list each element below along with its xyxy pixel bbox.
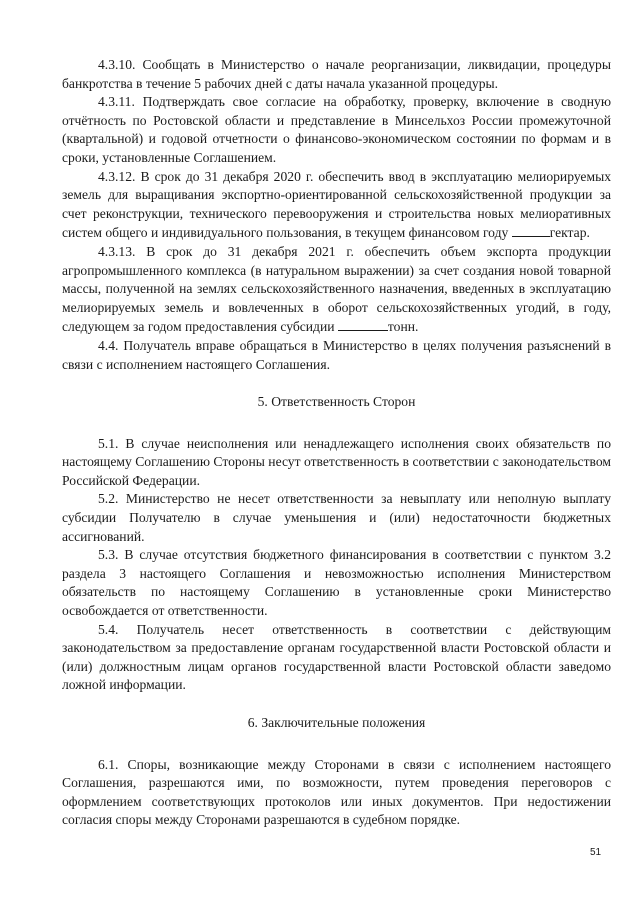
page-number: 51 [590,847,602,858]
clause-4-3-12-text: 4.3.12. В срок до 31 декабря 2020 г. обеспечить ввод в эксплуатацию мелиорируемых земель для выращивания экспортно-ориентированной сельскохозяйственной продукции за счет реконструкции, технического перевооружения и строительства новых мелиоративных систем общего и индивидуального пользования, в текущем финансовом году [62,168,611,241]
clause-5-4: 5.4. Получатель несет ответственность в соответствии с действующим законодательством за предоставление органам государственной власти Ростовской области и (или) должностным лицам органов государственной власти Ростовской области заведомо ложной информации. [62,621,611,693]
clause-4-3-13 [62,243,611,337]
hectare-blank [512,223,550,237]
clause-4-3-13-unit: тонн. [387,319,419,335]
clause-4-3-10: 4.3.10. Сообщать в Министерство о начале реорганизации, ликвидации, процедуры банкротства в течение 5 рабочих дней с даты начала указанной процедуры. [62,57,611,91]
tonnage-blank [338,317,388,331]
clause-4-3-12 [62,168,611,243]
clause-4-3-11: 4.3.11. Подтверждать свое согласие на обработку, проверку, включение в сводную отчётность по Ростовской области и представление в Минсельхоз России промежуточной (квартальной) и годовой отчетности о финансово-экономическом состоянии по формам и в сроки, установленные Соглашением. [62,94,611,165]
clause-5-3: 5.3. В случае отсутствия бюджетного финансирования в соответствии с пунктом 3.2 раздела 3 настоящего Соглашения и невозможностью исполнения Министерством обязательств по настоящему Соглашению в установленные сроки Министерство освобождается от ответственности. [62,547,611,619]
clause-4-4: 4.4. Получатель вправе обращаться в Министерство в целях получения разъяснений в связи с исполнением настоящего Соглашения. [62,337,611,372]
section-5-heading: 5. Ответственность Сторон [257,394,416,410]
clause-5-1: 5.1. В случае неисполнения или ненадлежащего исполнения своих обязательств по настоящему Соглашению Стороны несут ответственность в соответствии с законодательством Российской Федерации. [62,435,611,488]
clause-5-2: 5.2. Министерство не несет ответственности за невыплату или неполную выплату субсидии Получателю в случае уменьшения и (или) недостаточности бюджетных ассигнований. [62,491,611,544]
section-6-heading: 6. Заключительные положения [247,715,426,730]
clause-4-3-13-text: 4.3.13. В срок до 31 декабря 2021 г. обеспечить объем экспорта продукции агропромышленного комплекса (в натуральном выражении) за счет создания новой товарной массы, полученной на землях сельскохозяйственного назначения, введенных в эксплуатацию мелиорируемых земель и вовлеченных в оборот сельскохозяйственных угодий, в году, следующем за годом предоставления субсидии [62,243,611,335]
clause-6-1: 6.1. Споры, возникающие между Сторонами в связи с исполнением настоящего Соглашения, разрешаются ими, по возможности, путем проведения переговоров с оформлением соответствующих протоколов или иных документов. При недостижении согласия споры между Сторонами разрешаются в судебном порядке. [62,756,611,828]
clause-4-3-12-unit: гектар. [549,225,590,241]
document-page [62,56,611,830]
